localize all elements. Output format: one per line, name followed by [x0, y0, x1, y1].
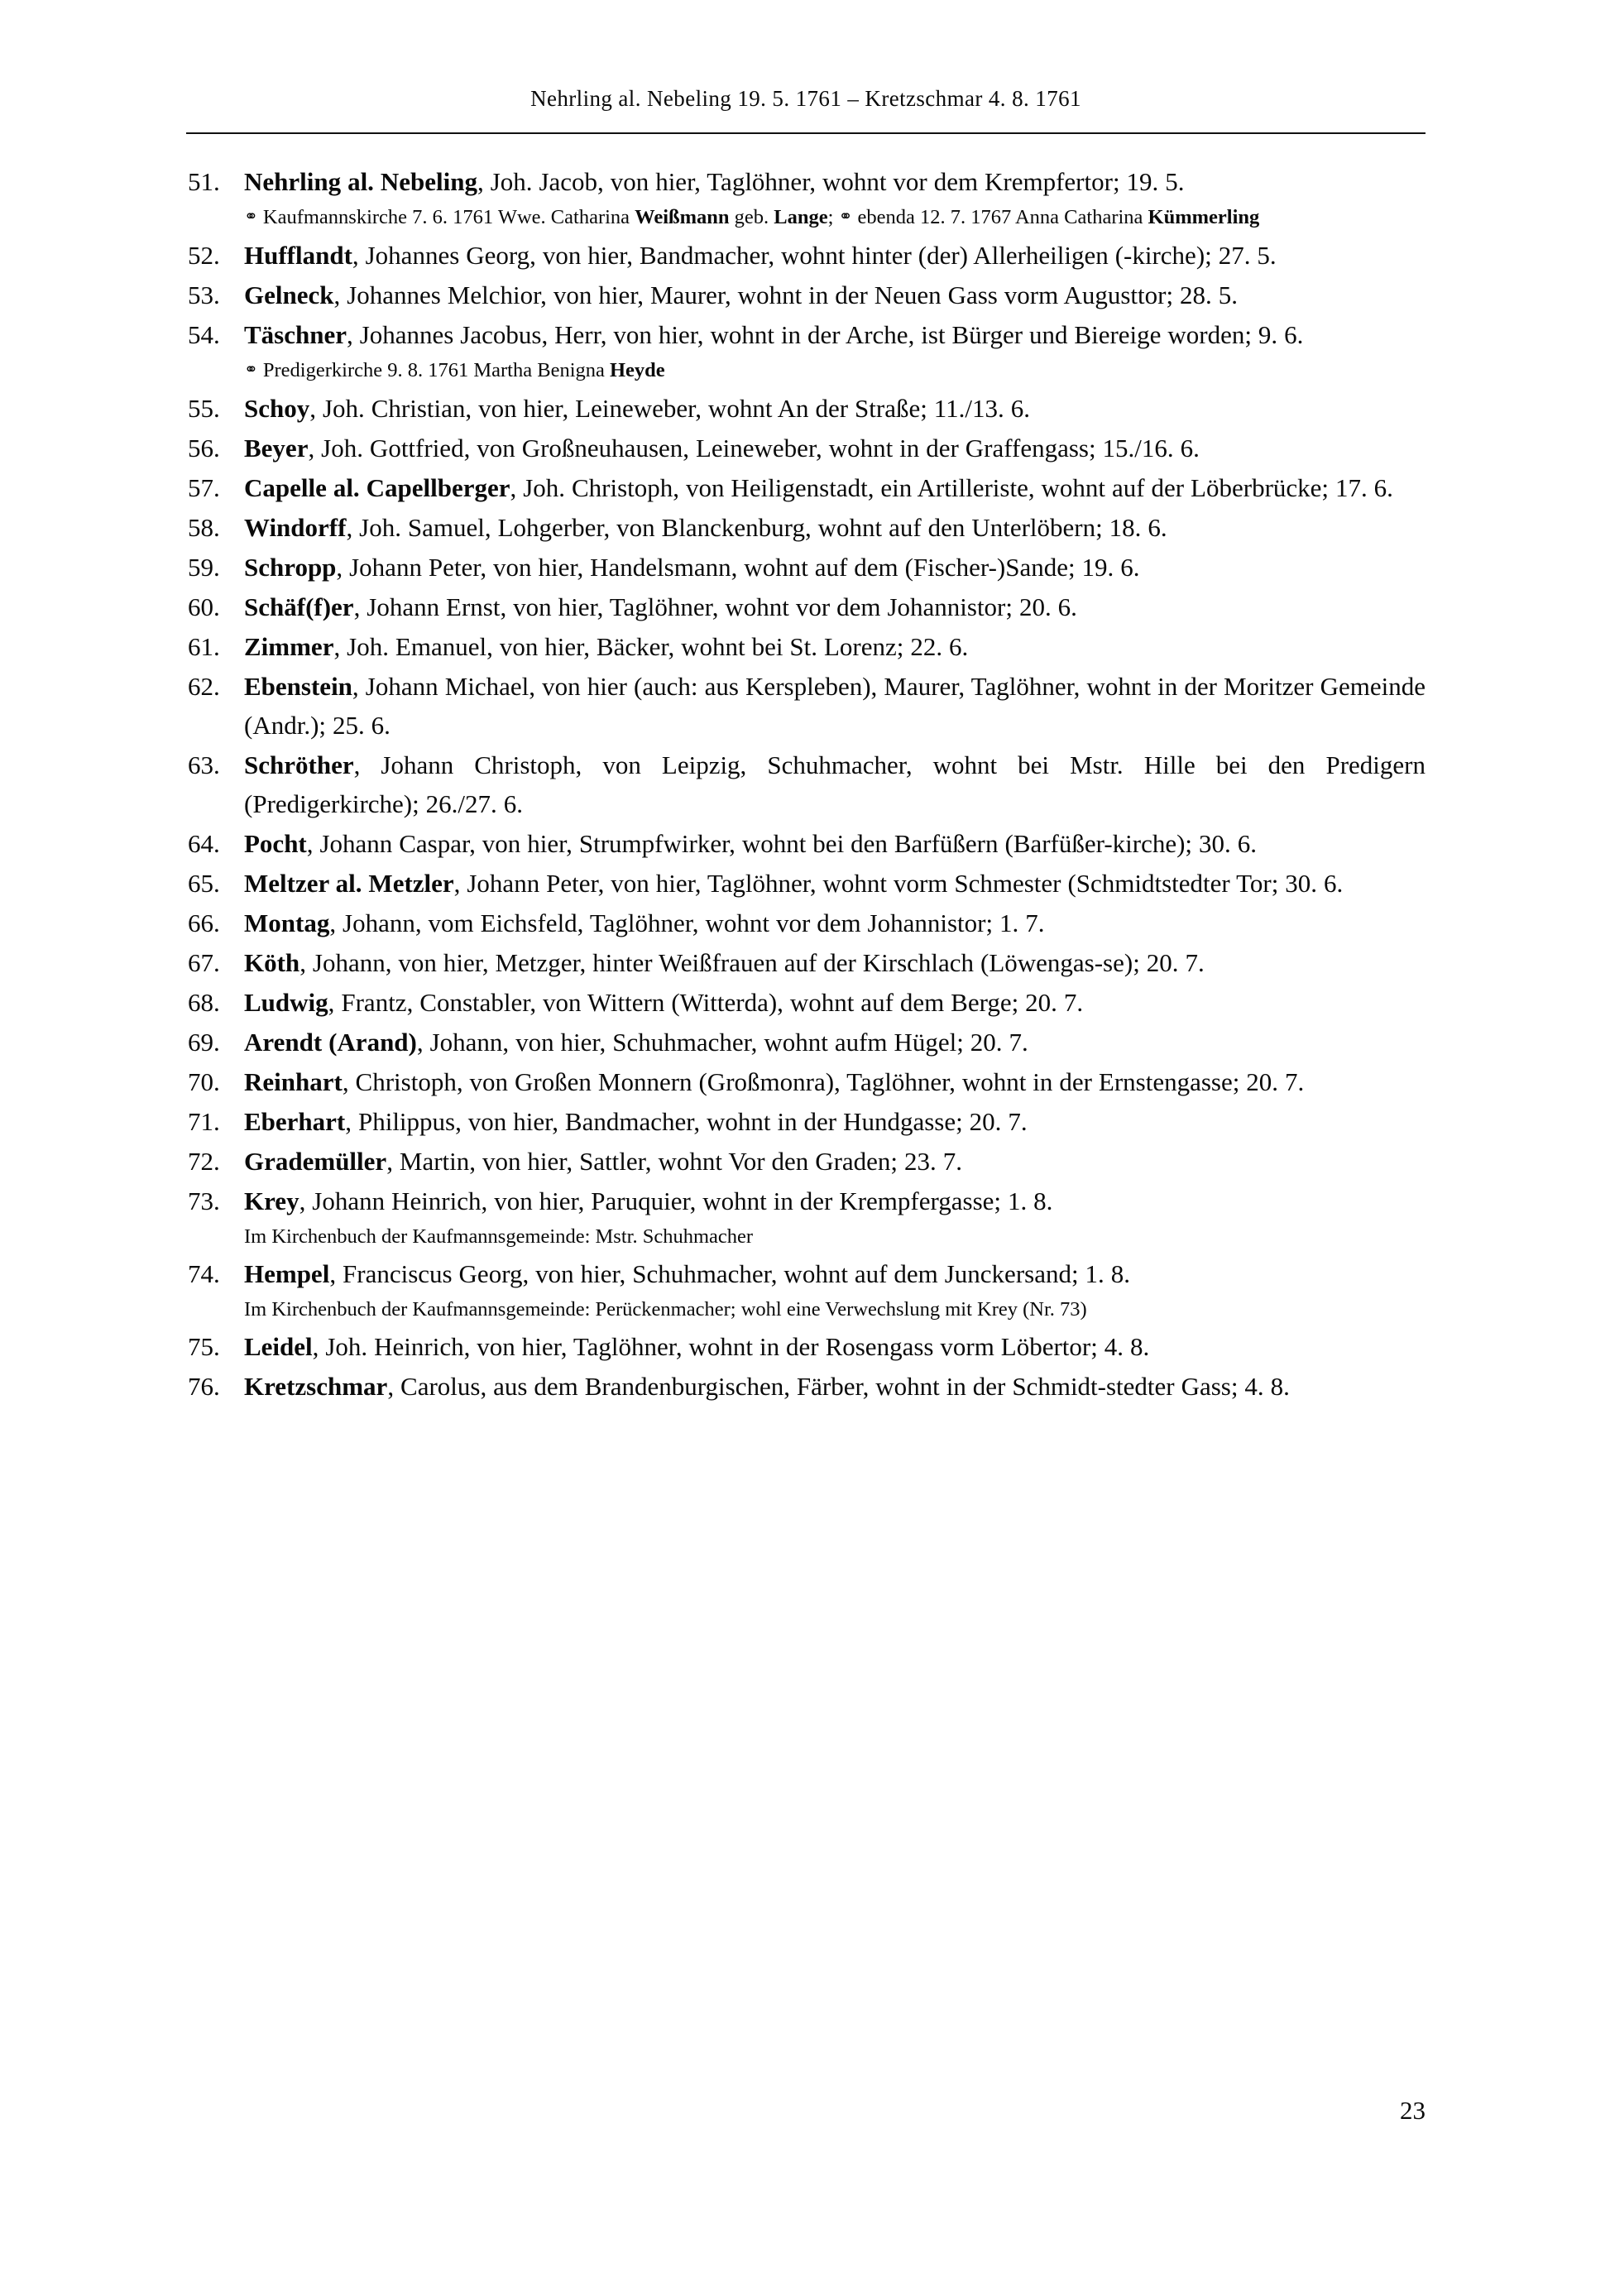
entry-item: [186, 745, 1426, 823]
entry-body: [244, 983, 1426, 1022]
note-name: Kümmerling: [1148, 206, 1260, 228]
entry-number: 59.: [188, 553, 220, 582]
entry-surname: Reinhart: [244, 1067, 343, 1096]
entry-item: [186, 587, 1426, 626]
entry-item: [186, 1254, 1426, 1326]
entry-surname: Zimmer: [244, 632, 334, 661]
entry-text: [244, 587, 1426, 626]
entry-body: [244, 1367, 1426, 1406]
entry-item: [186, 1182, 1426, 1253]
entry-number: 62.: [188, 672, 220, 701]
entry-text: [244, 983, 1426, 1022]
editorial-note: Im Kirchenbuch der Kaufmannsgemeinde: Mstr. Schuhmacher: [244, 1225, 754, 1248]
entry-number: 61.: [188, 632, 220, 661]
header-rule: [186, 132, 1426, 134]
entry-details: , Johann Peter, von hier, Taglöhner, wohnt vorm Schmester (Schmidtstedter Tor; 30. 6.: [453, 869, 1344, 898]
entry-surname: Ebenstein: [244, 672, 352, 701]
entry-item: [186, 162, 1426, 235]
entry-surname: Gelneck: [244, 280, 334, 309]
entry-details: , Joh. Heinrich, von hier, Taglöhner, wohnt in der Rosengass vorm Löbertor; 4. 8.: [312, 1332, 1150, 1361]
entry-details: , Carolus, aus dem Brandenburgischen, Färber, wohnt in der Schmidt-stedter Gass; 4. 8.: [387, 1372, 1290, 1401]
entry-details: , Johann Ernst, von hier, Taglöhner, wohnt vor dem Johannistor; 20. 6.: [353, 592, 1077, 621]
entry-item: [186, 1327, 1426, 1366]
note-text: ;: [827, 206, 839, 228]
entry-text: [244, 236, 1426, 275]
entry-details: , Joh. Gottfried, von Großneuhausen, Leineweber, wohnt in der Graffengass; 15./16. 6.: [308, 434, 1200, 463]
entry-text: [244, 943, 1426, 982]
entry-number: 69.: [188, 1028, 220, 1057]
entry-body: [244, 943, 1426, 982]
entry-body: [244, 1182, 1426, 1253]
entry-surname: Hufflandt: [244, 241, 352, 270]
entry-number: 63.: [188, 750, 220, 779]
entry-number: 76.: [188, 1372, 220, 1401]
entry-details: , Johannes Melchior, von hier, Maurer, wohnt in der Neuen Gass vorm Augusttor; 28. 5.: [333, 280, 1238, 309]
entry-number: 54.: [188, 320, 220, 349]
entry-surname: Capelle al. Capellberger: [244, 473, 510, 502]
entry-details: , Philippus, von hier, Bandmacher, wohnt in der Hundgasse; 20. 7.: [345, 1107, 1028, 1136]
entry-item: [186, 236, 1426, 275]
entry-item: [186, 1142, 1426, 1181]
entry-body: [244, 468, 1426, 507]
entry-text: [244, 468, 1426, 507]
entry-surname: Hempel: [244, 1259, 330, 1288]
note-name: Weißmann: [635, 206, 730, 228]
entry-text: [244, 548, 1426, 587]
entry-text: [244, 315, 1426, 354]
entry-details: , Johann, von hier, Schuhmacher, wohnt aufm Hügel; 20. 7.: [416, 1028, 1028, 1057]
entry-body: [244, 508, 1426, 547]
entry-text: [244, 904, 1426, 942]
marriage-note: [244, 355, 1426, 386]
entry-number: 71.: [188, 1107, 220, 1136]
entry-body: [244, 162, 1426, 235]
entry-surname: Schoy: [244, 394, 310, 423]
entry-number: 65.: [188, 869, 220, 898]
entry-item: [186, 904, 1426, 942]
entry-body: [244, 389, 1426, 428]
entry-text: [244, 1102, 1426, 1141]
entry-surname: Kretzschmar: [244, 1372, 388, 1401]
entry-item: [186, 315, 1426, 388]
running-head: Nehrling al. Nebeling 19. 5. 1761 – Kretzschmar 4. 8. 1761: [530, 86, 1081, 111]
marriage-icon: ⚭: [838, 206, 853, 226]
entry-details: , Joh. Christoph, von Heiligenstadt, ein Artilleriste, wohnt auf der Löberbrücke; 17. 6.: [510, 473, 1393, 502]
entry-details: , Joh. Emanuel, von hier, Bäcker, wohnt bei St. Lorenz; 22. 6.: [333, 632, 969, 661]
entry-number: 57.: [188, 473, 220, 502]
entry-item: [186, 276, 1426, 314]
entry-surname: Meltzer al. Metzler: [244, 869, 454, 898]
entry-body: [244, 824, 1426, 863]
entry-details: , Joh. Christian, von hier, Leineweber, wohnt An der Straße; 11./13. 6.: [309, 394, 1030, 423]
entry-details: , Johann, vom Eichsfeld, Taglöhner, wohnt vor dem Johannistor; 1. 7.: [329, 908, 1045, 937]
entry-surname: Schropp: [244, 553, 337, 582]
entry-number: 73.: [188, 1186, 220, 1215]
note-name: Heyde: [610, 359, 665, 381]
entry-item: [186, 667, 1426, 745]
entry-text: [244, 667, 1426, 745]
entry-details: , Franciscus Georg, von hier, Schuhmacher, wohnt auf dem Junckersand; 1. 8.: [329, 1259, 1130, 1288]
entry-body: [244, 1062, 1426, 1101]
entry-text: [244, 1367, 1426, 1406]
entry-body: [244, 745, 1426, 823]
note-text: Kaufmannskirche 7. 6. 1761 Wwe. Catharina: [257, 206, 635, 228]
entry-details: , Johann Heinrich, von hier, Paruquier, wohnt in der Krempfergasse; 1. 8.: [299, 1186, 1053, 1215]
entry-body: [244, 315, 1426, 388]
entry-number: 55.: [188, 394, 220, 423]
entry-surname: Montag: [244, 908, 330, 937]
entry-surname: Krey: [244, 1186, 299, 1215]
entry-number: 68.: [188, 988, 220, 1017]
entry-item: [186, 983, 1426, 1022]
entry-surname: Windorff: [244, 513, 347, 542]
entry-details: , Johann, von hier, Metzger, hinter Weißfrauen auf der Kirschlach (Löwengas-se); 20. 7.: [299, 948, 1205, 977]
entry-surname: Eberhart: [244, 1107, 346, 1136]
entry-body: [244, 864, 1426, 903]
entry-body: [244, 1102, 1426, 1141]
entry-item: [186, 508, 1426, 547]
note-text: geb.: [729, 206, 774, 228]
entry-item: [186, 389, 1426, 428]
entry-item: [186, 1367, 1426, 1406]
entry-text: [244, 508, 1426, 547]
entry-details: , Johannes Jacobus, Herr, von hier, wohnt in der Arche, ist Bürger und Biereige worden; 9. 6.: [347, 320, 1304, 349]
entry-details: , Frantz, Constabler, von Wittern (Witterda), wohnt auf dem Berge; 20. 7.: [328, 988, 1084, 1017]
entry-item: [186, 1062, 1426, 1101]
entry-text: [244, 1142, 1426, 1181]
entry-surname: Beyer: [244, 434, 309, 463]
entry-number: 60.: [188, 592, 220, 621]
entry-surname: Grademüller: [244, 1147, 387, 1176]
entry-item: [186, 627, 1426, 666]
entry-number: 75.: [188, 1332, 220, 1361]
entry-number: 53.: [188, 280, 220, 309]
entry-body: [244, 627, 1426, 666]
entry-text: [244, 1062, 1426, 1101]
entry-body: [244, 1254, 1426, 1326]
entry-surname: Schäf(f)er: [244, 592, 354, 621]
entry-text: [244, 627, 1426, 666]
entry-body: [244, 667, 1426, 745]
entry-details: , Johann Caspar, von hier, Strumpfwirker, wohnt bei den Barfüßern (Barfüßer-kirche); 30. 6.: [306, 829, 1257, 858]
entry-text: [244, 1254, 1426, 1293]
entry-details: , Joh. Samuel, Lohgerber, von Blanckenburg, wohnt auf den Unterlöbern; 18. 6.: [346, 513, 1167, 542]
page-number: 23: [1400, 2096, 1426, 2125]
entry-item: [186, 824, 1426, 863]
entry-text: [244, 864, 1426, 903]
entry-item: [186, 864, 1426, 903]
entry-surname: Köth: [244, 948, 300, 977]
entry-body: [244, 1023, 1426, 1062]
entry-surname: Leidel: [244, 1332, 313, 1361]
entry-body: [244, 276, 1426, 314]
entry-surname: Ludwig: [244, 988, 328, 1017]
entry-text: [244, 745, 1426, 823]
entry-number: 52.: [188, 241, 220, 270]
entry-item: [186, 1102, 1426, 1141]
entry-item: [186, 548, 1426, 587]
entry-number: 64.: [188, 829, 220, 858]
entry-text: [244, 276, 1426, 314]
entry-number: 70.: [188, 1067, 220, 1096]
entry-item: [186, 468, 1426, 507]
entry-surname: Pocht: [244, 829, 307, 858]
note-text: Predigerkirche 9. 8. 1761 Martha Benigna: [257, 359, 610, 381]
entry-list: [186, 162, 1426, 1407]
entry-text: [244, 1182, 1426, 1220]
entry-item: [186, 943, 1426, 982]
entry-details: , Johann Peter, von hier, Handelsmann, wohnt auf dem (Fischer-)Sande; 19. 6.: [336, 553, 1140, 582]
marriage-icon: ⚭: [244, 206, 258, 226]
entry-text: [244, 824, 1426, 863]
marriage-note: [244, 202, 1426, 233]
note-name: Lange: [774, 206, 828, 228]
entry-text: [244, 389, 1426, 428]
entry-body: [244, 429, 1426, 467]
entry-body: [244, 548, 1426, 587]
entry-body: [244, 1142, 1426, 1181]
entry-details: , Johann Christoph, von Leipzig, Schuhmacher, wohnt bei Mstr. Hille bei den Predigern (Predigerkirche); 26./27. 6.: [244, 750, 1426, 818]
entry-number: 74.: [188, 1259, 220, 1288]
entry-surname: Nehrling al. Nebeling: [244, 167, 477, 196]
editorial-note: Im Kirchenbuch der Kaufmannsgemeinde: Perückenmacher; wohl eine Verwechslung mit Krey (Nr. 73): [244, 1298, 1087, 1321]
entry-details: , Martin, von hier, Sattler, wohnt Vor den Graden; 23. 7.: [386, 1147, 962, 1176]
entry-number: 66.: [188, 908, 220, 937]
note-text: ebenda 12. 7. 1767 Anna Catharina: [852, 206, 1148, 228]
entry-number: 72.: [188, 1147, 220, 1176]
entry-body: [244, 587, 1426, 626]
entry-body: [244, 904, 1426, 942]
entry-surname: Arendt (Arand): [244, 1028, 417, 1057]
entry-body: [244, 236, 1426, 275]
entry-number: 51.: [188, 167, 220, 196]
entry-text: [244, 429, 1426, 467]
entry-details: , Christoph, von Großen Monnern (Großmonra), Taglöhner, wohnt in der Ernstengasse; 20. 7.: [342, 1067, 1305, 1096]
entry-item: [186, 429, 1426, 467]
entry-body: [244, 1327, 1426, 1366]
entry-text: [244, 1023, 1426, 1062]
entry-details: , Joh. Jacob, von hier, Taglöhner, wohnt vor dem Krempfertor; 19. 5.: [477, 167, 1185, 196]
entry-text: [244, 162, 1426, 201]
entry-details: , Johann Michael, von hier (auch: aus Kerspleben), Maurer, Taglöhner, wohnt in der Moritzer Gemeinde (Andr.); 25. 6.: [244, 672, 1426, 740]
entry-surname: Schröther: [244, 750, 354, 779]
entry-item: [186, 1023, 1426, 1062]
marriage-icon: ⚭: [244, 359, 258, 379]
entry-text: [244, 1327, 1426, 1366]
entry-number: 67.: [188, 948, 220, 977]
entry-details: , Johannes Georg, von hier, Bandmacher, wohnt hinter (der) Allerheiligen (-kirche); 27. 5.: [352, 241, 1277, 270]
entry-number: 58.: [188, 513, 220, 542]
entry-number: 56.: [188, 434, 220, 463]
entry-surname: Täschner: [244, 320, 347, 349]
